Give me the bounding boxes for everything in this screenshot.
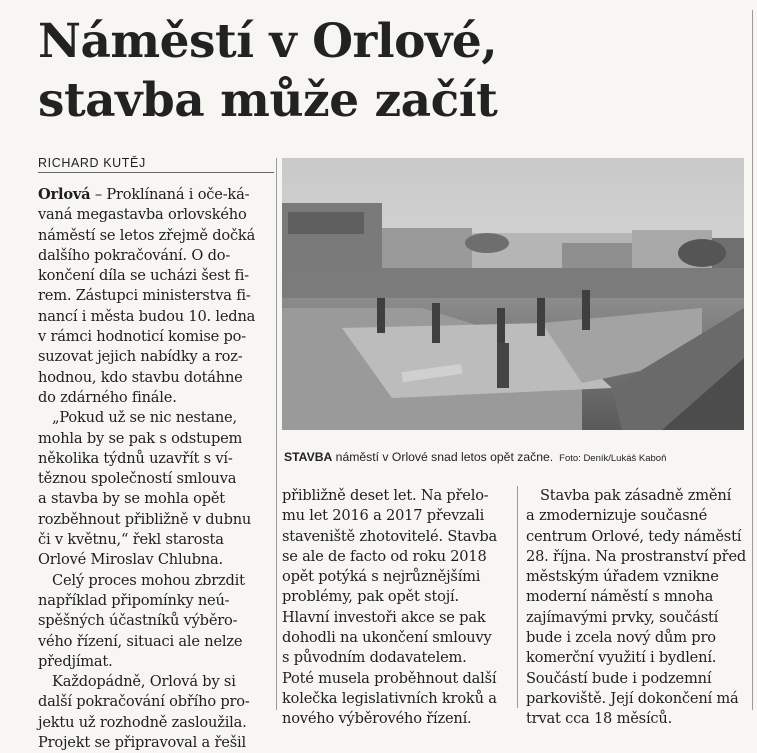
text-line: s původním dodavatelem. — [282, 649, 467, 667]
text-line: staveniště zhotovitelé. Stavba — [282, 527, 498, 545]
dateline: Orlová — [38, 186, 91, 203]
text-line: komerční využití i bydlení. — [526, 649, 717, 667]
column-divider-2 — [517, 486, 518, 708]
text-line: nového výběrového řízení. — [282, 710, 472, 728]
text-line: opět potýká s nejrůznějšími — [282, 568, 481, 586]
text-line: končení díla se ucházi šest fi- — [38, 267, 249, 285]
text-line: jektu už rozhodně zasloužila. — [38, 713, 247, 731]
text-line: mohla by se pak s odstupem — [38, 429, 243, 447]
text-line: spěšných účastníků výběro- — [38, 612, 238, 630]
text-line: kolečka legislativních kroků a — [282, 689, 497, 707]
text-line: bude i zcela nový dům pro — [526, 629, 716, 647]
text-line: a zmodernizuje současné — [526, 507, 708, 525]
caption-lead: STAVBA — [284, 450, 333, 464]
text-line: rem. Zástupci ministerstva fi- — [38, 287, 251, 305]
text-line: či v květnu,“ řekl starosta — [38, 531, 224, 549]
text-line: suzovat jejich nabídky a roz- — [38, 348, 243, 366]
text-line: 28. října. Na prostranství před — [526, 547, 747, 565]
text-column-2 — [282, 486, 498, 730]
headline-line-1: Náměstí v Orlové, — [38, 14, 498, 69]
text-line: vaná megastavba orlovského — [38, 206, 247, 224]
headline-line-2: stavba může začít — [38, 73, 498, 128]
text-line: parkoviště. Její dokončení má — [526, 689, 739, 707]
text-line: centrum Orlové, tedy náměstí — [526, 527, 742, 545]
text-line: předjímat. — [38, 652, 113, 670]
text-line: a stavba by se mohla opět — [38, 490, 225, 508]
text-line: těznou společností smlouva — [38, 470, 237, 488]
text-line: městským úřadem vznikne — [526, 568, 719, 586]
text-column-3 — [526, 486, 747, 730]
text-line: náměstí se letos zřejmě dočká — [38, 226, 256, 244]
photo-caption — [284, 450, 746, 464]
text-line: zajímavými prvky, součástí — [526, 608, 719, 626]
headline — [38, 12, 497, 130]
paragraph-3 — [38, 571, 270, 672]
text-line: trvat cca 18 měsíců. — [526, 710, 673, 728]
text-line: několika týdnů uzavřít s ví- — [38, 449, 233, 467]
text-line: rozběhnout přibližně v dubnu — [38, 510, 252, 528]
text-line: Celý proces mohou zbrzdit — [52, 571, 245, 589]
text-line: například připomínky neú- — [38, 591, 230, 609]
text-line: Hlavní investoři akce se pak — [282, 608, 486, 626]
text-line: se ale de facto od roku 2018 — [282, 547, 487, 565]
text-line: Orlové Miroslav Chlubna. — [38, 551, 223, 569]
text-line: – Proklínaná i oče-ká- — [90, 186, 250, 203]
text-line: problémy, pak opět stojí. — [282, 588, 459, 606]
column-divider-1 — [276, 158, 277, 710]
byline: RICHARD KUTĚJ — [38, 156, 274, 173]
text-line: Projekt se připravoval a řešil — [38, 734, 246, 752]
text-line: další pokračování obřího pro- — [38, 693, 250, 711]
paragraph-5 — [282, 486, 498, 730]
text-line: mu let 2016 a 2017 převzali — [282, 507, 485, 525]
text-line: „Pokud už se nic nestane, — [52, 409, 237, 427]
text-line: vého řízení, situaci ale nelze — [38, 632, 243, 650]
text-line: dalšího pokračování. O do- — [38, 246, 231, 264]
text-line: přibližně deset let. Na přelo- — [282, 487, 489, 504]
text-line: nancí i města budou 10. ledna — [38, 307, 256, 325]
text-line: dohodli na ukončení smlouvy — [282, 629, 492, 647]
text-line: Součástí bude i podzemní — [526, 669, 712, 687]
paragraph-6 — [526, 486, 747, 730]
text-line: Stavba pak zásadně změní — [540, 487, 732, 504]
paragraph-2 — [38, 408, 270, 570]
construction-site-photo-icon — [282, 158, 744, 430]
text-line: Každopádně, Orlová by si — [52, 673, 236, 691]
text-line: moderní náměstí s mnoha — [526, 588, 714, 606]
text-line: hodnou, kdo stavbu dotáhne — [38, 368, 243, 386]
photo-credit: Foto: Deník/Lukáš Kaboň — [559, 453, 667, 464]
caption-text: náměstí v Orlové snad letos opět začne. — [332, 450, 554, 464]
text-line: do zdárného finále. — [38, 388, 177, 406]
page-right-rule — [752, 10, 753, 710]
article-photo — [282, 158, 744, 430]
paragraph-1-line-1 — [38, 185, 270, 205]
text-column-1 — [38, 185, 270, 753]
paragraph-4 — [38, 672, 270, 753]
paragraph-1 — [38, 185, 270, 408]
text-line: v rámci hodnoticí komise po- — [38, 328, 246, 346]
text-line: Poté musela proběhnout další — [282, 669, 497, 687]
